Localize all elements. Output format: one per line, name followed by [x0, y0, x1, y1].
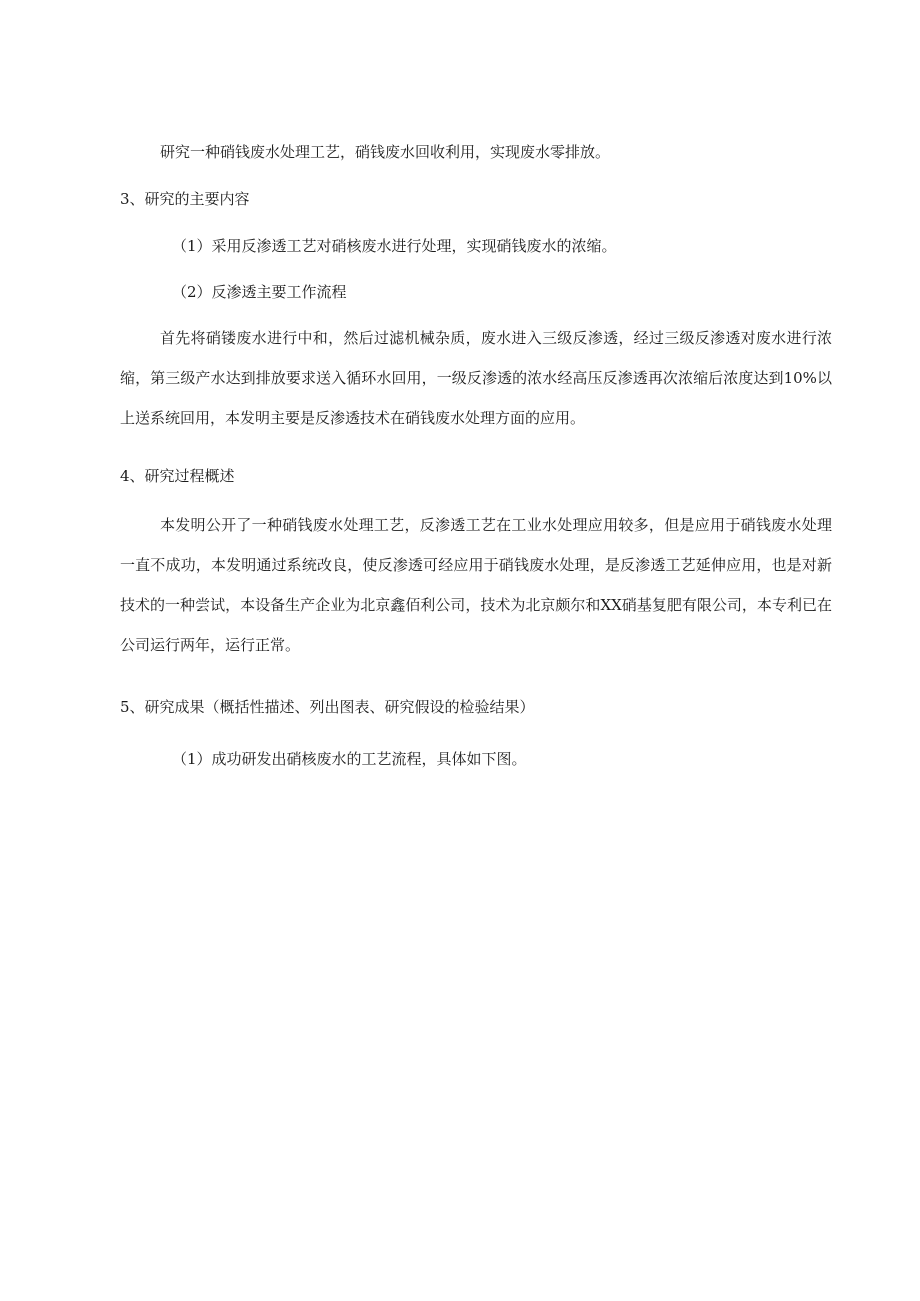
overview-paragraph: 本发明公开了一种硝钱废水处理工艺，反渗透工艺在工业水处理应用较多，但是应用于硝钱废水处理一直不成功，本发明通过系统改良，使反渗透可经应用于硝钱废水处理，是反渗透工艺延伸应用，也是对新技术的一种尝试，本设备生产企业为北京鑫佰利公司，技术为北京颇尔和XX硝基复肥有限公司，本专利已在公司运行两年，运行正常。: [120, 516, 832, 654]
intro-paragraph: 研究一种硝钱废水处理工艺，硝钱废水回收利用，实现废水零排放。: [160, 143, 611, 161]
section-heading-5: 5、研究成果（概括性描述、列出图表、研究假设的检验结果）: [120, 698, 535, 716]
list-item-3: （1）成功研发出硝核废水的工艺流程，具体如下图。: [172, 750, 527, 768]
process-paragraph: 首先将硝镂废水进行中和，然后过滤机械杂质，废水进入三级反渗透，经过三级反渗透对废水进行浓缩，第三级产水达到排放要求送入循环水回用，一级反渗透的浓水经高压反渗透再次浓缩后浓度达到10%以上送系统回用，本发明主要是反渗透技术在硝钱废水处理方面的应用。: [120, 329, 832, 427]
section-heading-3: 3、研究的主要内容: [120, 190, 250, 208]
list-item-2: （2）反渗透主要工作流程: [172, 283, 347, 301]
list-item-1: （1）采用反渗透工艺对硝核废水进行处理，实现硝钱废水的浓缩。: [172, 237, 617, 255]
section-heading-4: 4、研究过程概述: [120, 467, 235, 485]
